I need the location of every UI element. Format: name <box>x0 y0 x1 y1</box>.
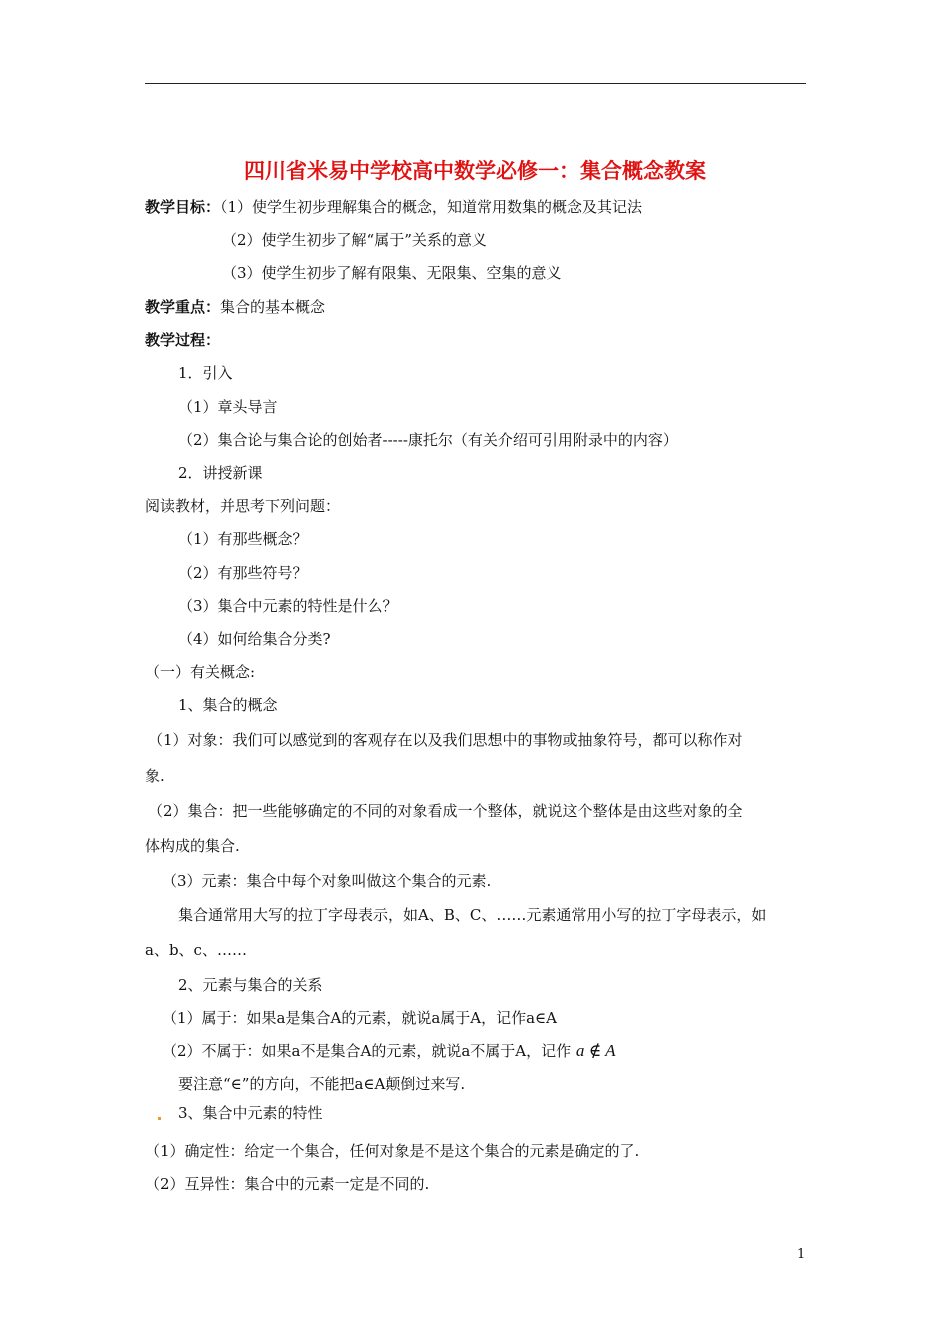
goals-label: 教学目标： <box>145 198 221 216</box>
goals-row <box>145 197 642 217</box>
concept-2-heading: 2、元素与集合的关系 <box>178 976 323 994</box>
not-belongs-definition: （2）不属于：如果a不是集合A的元素，就说a不属于A，记作 <box>162 1042 572 1060</box>
header-rule <box>145 83 806 84</box>
section-1b: （2）集合论与集合论的创始者-----康托尔（有关介绍可引用附录中的内容） <box>178 431 678 449</box>
concept-set-line2: 体构成的集合. <box>145 837 240 855</box>
direction-note: 要注意“∈”的方向，不能把a∈A颠倒过来写. <box>178 1075 466 1093</box>
goal-2: （2）使学生初步了解“属于”关系的意义 <box>222 231 487 249</box>
question-4: （4）如何给集合分类? <box>178 630 331 648</box>
goal-3: （3）使学生初步了解有限集、无限集、空集的意义 <box>222 264 562 282</box>
notation-note-line1: 集合通常用大写的拉丁字母表示，如A、B、C、……元素通常用小写的拉丁字母表示，如 <box>178 906 767 924</box>
concept-object-line2: 象. <box>145 767 165 785</box>
belongs-definition: （1）属于：如果a是集合A的元素，就说a属于A，记作a∈A <box>162 1009 557 1027</box>
page-number: 1 <box>797 1247 806 1262</box>
goal-1: （1）使学生初步理解集合的概念，知道常用数集的概念及其记法 <box>220 198 643 216</box>
reading-prompt: 阅读教材，并思考下列问题： <box>145 497 341 515</box>
not-belongs-row <box>162 1041 616 1061</box>
question-2: （2）有那些符号？ <box>178 564 308 582</box>
notation-note-line2: a、b、c、…… <box>145 941 247 959</box>
concept-object-line1: （1）对象：我们可以感觉到的客观存在以及我们思想中的事物或抽象符号，都可以称作对 <box>148 731 743 749</box>
part-1-heading: （一）有关概念: <box>145 663 256 681</box>
key-row <box>145 297 325 317</box>
not-belongs-formula: a ∉ A <box>575 1041 616 1060</box>
key-label: 教学重点： <box>145 298 221 316</box>
section-1: 1．引入 <box>178 364 233 382</box>
concept-set-line1: （2）集合：把一些能够确定的不同的对象看成一个整体，就说这个整体是由这些对象的全 <box>148 802 743 820</box>
concept-element: （3）元素：集合中每个对象叫做这个集合的元素. <box>162 872 492 890</box>
process-label: 教学过程： <box>145 331 221 349</box>
definiteness: （1）确定性：给定一个集合，任何对象是不是这个集合的元素是确定的了. <box>145 1142 640 1160</box>
concept-3-heading: 3、集合中元素的特性 <box>178 1104 323 1122</box>
key-text: 集合的基本概念 <box>220 298 326 316</box>
marker-dot <box>158 1117 161 1120</box>
section-2: 2．讲授新课 <box>178 464 263 482</box>
question-3: （3）集合中元素的特性是什么？ <box>178 597 398 615</box>
concept-1-heading: 1、集合的概念 <box>178 696 278 714</box>
section-1a: （1）章头导言 <box>178 398 278 416</box>
distinctness: （2）互异性：集合中的元素一定是不同的. <box>145 1175 430 1193</box>
question-1: （1）有那些概念？ <box>178 530 308 548</box>
document-title: 四川省米易中学校高中数学必修一：集合概念教案 <box>244 158 706 183</box>
